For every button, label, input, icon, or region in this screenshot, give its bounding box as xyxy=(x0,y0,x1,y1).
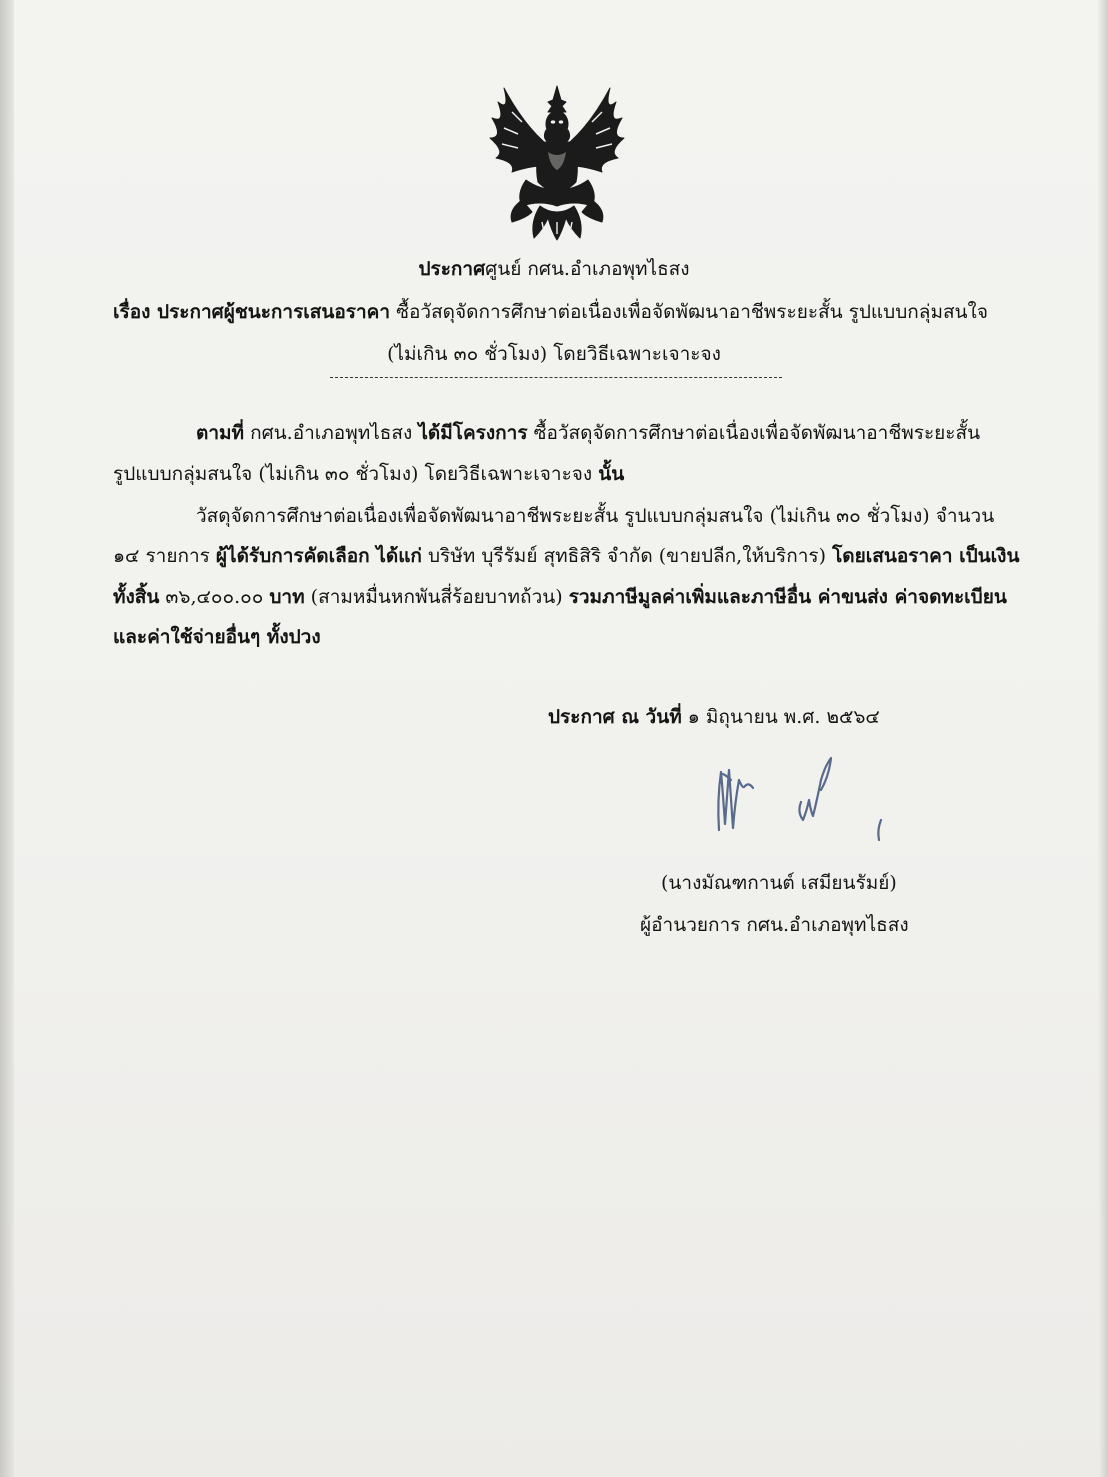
p1-project-label: ได้มีโครงการ xyxy=(418,422,528,444)
announcement-title xyxy=(0,256,1108,282)
paragraph-2-line-3 xyxy=(113,584,1007,610)
separator-line xyxy=(330,377,782,378)
subject-label: เรื่อง ประกาศผู้ชนะการเสนอราคา xyxy=(113,301,391,323)
paragraph-2-line-4: และค่าใช้จ่ายอื่นๆ ทั้งปวง xyxy=(113,626,321,648)
p2-amount: ๓๖,๔๐๐.๐๐ xyxy=(159,586,270,608)
paragraph-1-line-1 xyxy=(196,420,980,446)
p2-inclusions: รวมภาษีมูลค่าเพิ่มและภาษีอื่น ค่าขนส่ง ค่าจดทะเบียน xyxy=(568,586,1007,608)
p1-format-text: รูปแบบกลุ่มสนใจ (ไม่เกิน ๓๐ ชั่วโมง) โดยวิธีเฉพาะเจาะจง xyxy=(113,463,599,485)
handwritten-signature-icon xyxy=(705,750,885,850)
p2-total-label: ทั้งสิ้น xyxy=(113,586,160,608)
p2-currency: บาท xyxy=(269,586,305,608)
p1-project-text: ซื้อวัสดุจัดการศึกษาต่อเนื่องเพื่อจัดพัฒนาอาชีพระยะสั้น xyxy=(527,422,981,444)
garuda-emblem-icon xyxy=(482,82,632,242)
paragraph-1-line-2 xyxy=(113,461,624,487)
p2-item-count: ๑๔ รายการ xyxy=(113,545,216,567)
p2-offer-label: โดยเสนอราคา เป็นเงิน xyxy=(832,545,1020,567)
p1-agency: กศน.อำเภอพุทไธสง xyxy=(244,422,419,444)
p2-amount-words: (สามหมื่นหกพันสี่ร้อยบาทถ้วน) xyxy=(304,586,569,608)
paragraph-2-line-2 xyxy=(113,543,1019,569)
p1-lead: ตามที่ xyxy=(196,422,245,444)
announcement-date xyxy=(548,704,880,730)
announcement-title-rest: ศูนย์ กศน.อำเภอพุทไธสง xyxy=(485,258,690,280)
p2-company-name: บริษัท บุรีรัมย์ สุทธิสิริ จำกัด (ขายปลีก,ให้บริการ) xyxy=(421,545,833,567)
date-value: ๑ มิถุนายน พ.ศ. ๒๕๖๔ xyxy=(681,706,880,728)
date-label: ประกาศ ณ วันที่ xyxy=(548,706,682,728)
p1-end-word: นั้น xyxy=(598,463,625,485)
signer-name: (นางมัณฑกานต์ เสมียนรัมย์) xyxy=(661,872,897,894)
subject-line-1 xyxy=(113,299,988,325)
subject-text: ซื้อวัสดุจัดการศึกษาต่อเนื่องเพื่อจัดพัฒนาอาชีพระยะสั้น รูปแบบกลุ่มสนใจ xyxy=(390,301,988,323)
signer-title: ผู้อำนวยการ กศน.อำเภอพุทไธสง xyxy=(640,914,909,936)
subject-line-2: (ไม่เกิน ๓๐ ชั่วโมง) โดยวิธีเฉพาะเจาะจง xyxy=(387,343,721,365)
paragraph-2-line-1: วัสดุจัดการศึกษาต่อเนื่องเพื่อจัดพัฒนาอาชีพระยะสั้น รูปแบบกลุ่มสนใจ (ไม่เกิน ๓๐ ชั่วโมง) จำนวน xyxy=(196,505,995,527)
p2-selected-label: ผู้ได้รับการคัดเลือก ได้แก่ xyxy=(215,545,422,567)
announcement-title-bold: ประกาศ xyxy=(418,258,486,280)
